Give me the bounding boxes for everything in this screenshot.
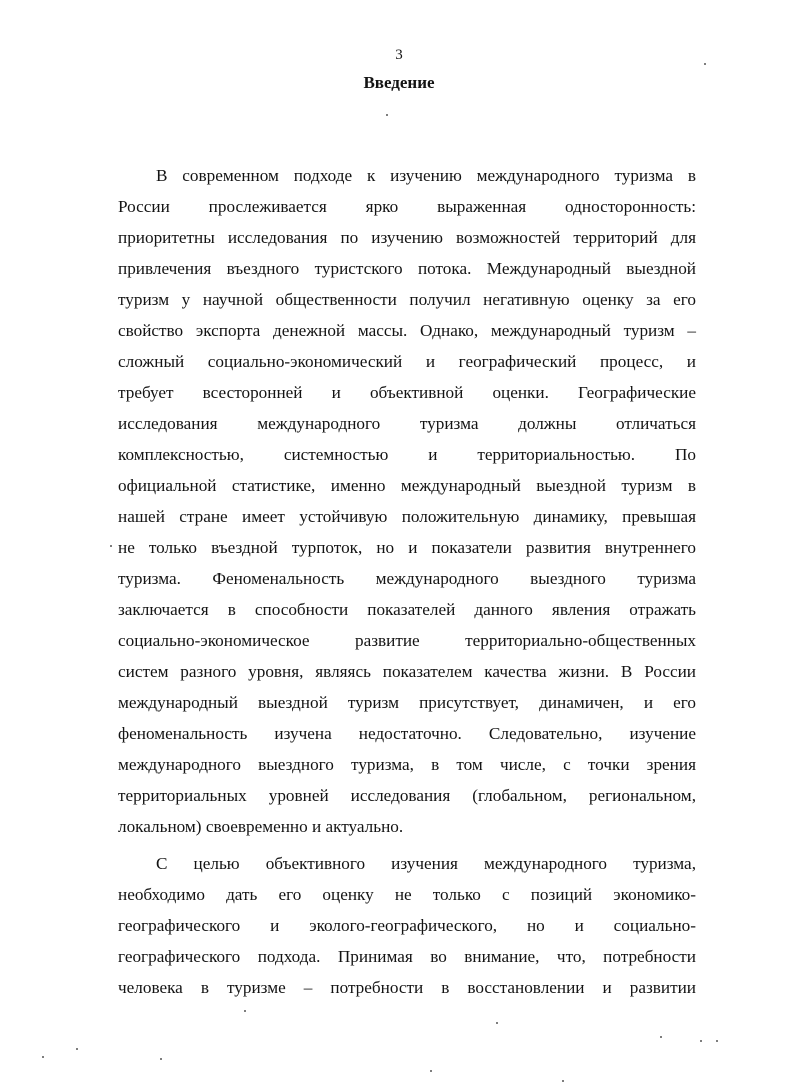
paragraph-1	[118, 160, 696, 842]
scan-speck	[76, 1048, 78, 1050]
scan-speck	[430, 1070, 432, 1072]
text-line: России прослеживается ярко выраженная односторонность:	[118, 197, 696, 216]
text-line: туризм у научной общественности получил негативную оценку за его	[118, 290, 696, 309]
text-line: свойство экспорта денежной массы. Однако, международный туризм –	[118, 321, 696, 340]
page-number: 3	[395, 47, 403, 63]
text-line: туризма. Феноменальность международного выездного туризма	[118, 569, 696, 588]
text-line: В современном подходе к изучению международного туризма в	[156, 166, 696, 185]
body-text	[118, 160, 696, 1003]
text-line: заключается в способности показателей данного явления отражать	[118, 600, 696, 619]
text-line: официальной статистике, именно международный выездной туризм в	[118, 476, 696, 495]
scan-speck	[660, 1036, 662, 1038]
scan-speck	[110, 545, 112, 547]
text-line: С целью объективного изучения международного туризма,	[156, 854, 696, 873]
text-line: не только въездной турпоток, но и показатели развития внутреннего	[118, 538, 696, 557]
scan-speck	[496, 1022, 498, 1024]
scan-speck	[700, 1040, 702, 1042]
scan-speck	[160, 1058, 162, 1060]
scan-speck	[386, 114, 388, 116]
text-line: исследования международного туризма должны отличаться	[118, 414, 696, 433]
text-line: международного выездного туризма, в том числе, с точки зрения	[118, 755, 696, 774]
text-line: локальном) своевременно и актуально.	[118, 817, 404, 836]
scan-speck	[42, 1056, 44, 1058]
text-line: комплексностью, системностью и территориальностью. По	[118, 445, 696, 464]
text-line: сложный социально-экономический и географический процесс, и	[118, 352, 696, 371]
text-line: социально-экономическое развитие территориально-общественных	[118, 631, 696, 650]
scan-speck	[716, 1040, 718, 1042]
text-line: географического подхода. Принимая во внимание, что, потребности	[118, 947, 696, 966]
scan-speck	[244, 1010, 246, 1012]
text-line: человека в туризме – потребности в восстановлении и развитии	[118, 978, 696, 997]
page-title: Введение	[363, 73, 435, 92]
text-line: привлечения въездного туристского потока. Международный выездной	[118, 259, 696, 278]
text-line: международный выездной туризм присутствует, динамичен, и его	[118, 693, 696, 712]
text-line: систем разного уровня, являясь показателем качества жизни. В России	[118, 662, 696, 681]
text-line: нашей стране имеет устойчивую положительную динамику, превышая	[118, 507, 696, 526]
text-line: территориальных уровней исследования (глобальном, региональном,	[118, 786, 696, 805]
text-line: требует всесторонней и объективной оценки. Географические	[118, 383, 696, 402]
scan-speck	[562, 1080, 564, 1082]
text-line: приоритетны исследования по изучению возможностей территорий для	[118, 228, 696, 247]
text-line: необходимо дать его оценку не только с позиций экономико-	[118, 885, 696, 904]
paragraph-2	[118, 848, 696, 1003]
text-line: географического и эколого-географического, но и социально-	[118, 916, 696, 935]
scan-speck	[704, 63, 706, 65]
text-line: феноменальность изучена недостаточно. Следовательно, изучение	[118, 724, 696, 743]
